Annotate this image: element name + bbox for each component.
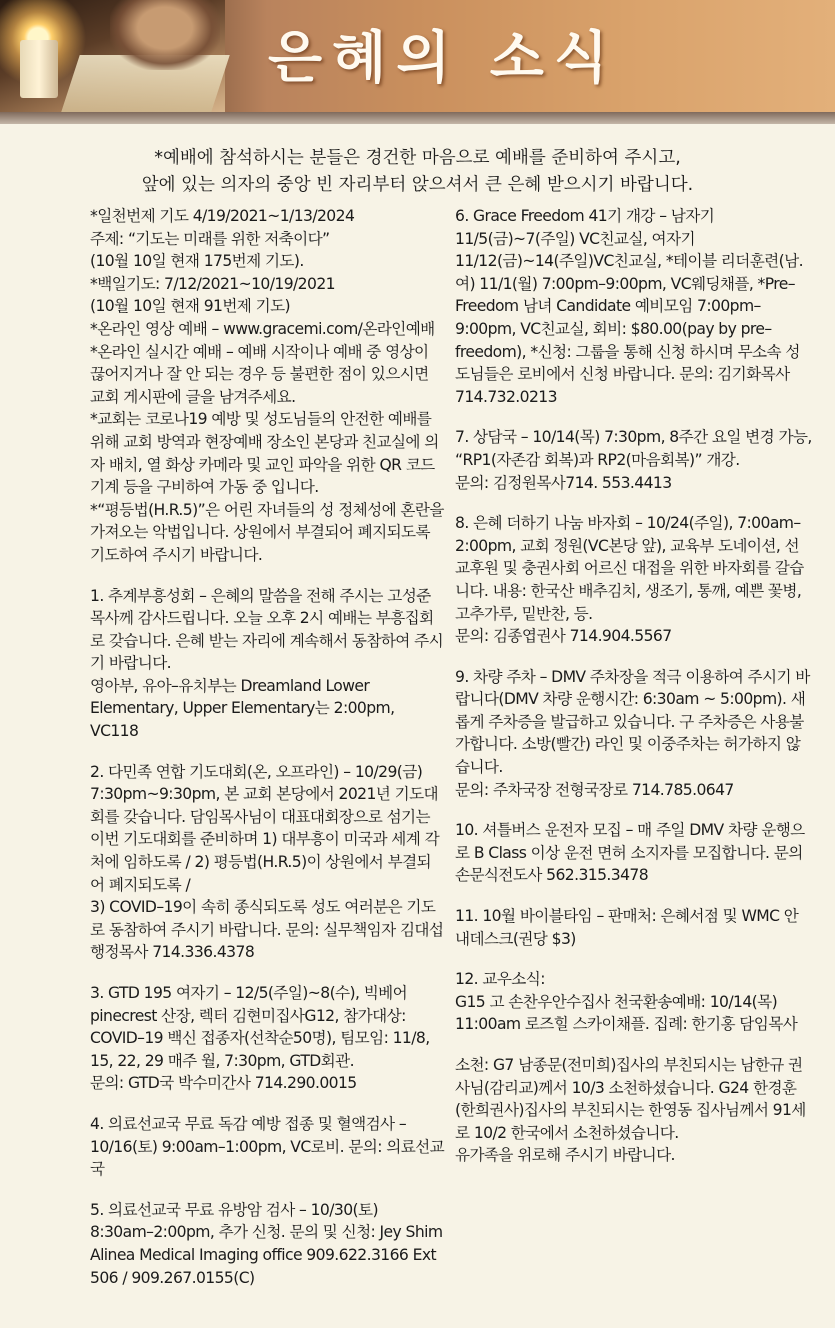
announcement-text: 11. 10월 바이블타임 – 판매처: 은혜서점 및 WMC 안내데스크(권당 $3) xyxy=(455,907,799,948)
announcement-text: 5. 의료선교국 무료 유방암 검사 – 10/30(토) 8:30am–2:00pm, 추가 신청. 문의 및 신청: Jey Shim Alinea Medical Imaging office 909.622.3166 Ext 506 / 909.267.0155(C) xyxy=(90,1200,443,1287)
announcement-12 xyxy=(455,968,812,1036)
right-column xyxy=(455,205,812,1185)
notice-line: *온라인 영상 예배 – www.gracemi.com/온라인예배 xyxy=(90,319,435,338)
praying-hands-icon xyxy=(110,0,220,70)
candle-icon xyxy=(20,40,58,98)
notice-line: *백일기도: 7/12/2021~10/19/2021 xyxy=(90,274,335,293)
notice-line: (10월 10일 현재 91번제 기도) xyxy=(90,297,291,316)
announcement-11 xyxy=(455,905,812,950)
announcement-text: 소천: G7 남종문(전미희)집사의 부친되시는 남한규 권사님(감리교)께서 10/3 소천하셨습니다. G24 한경훈(한희권사)집사의 부친되시는 한영동 집사님께서 91세로 10/2 한국에서 소천하셨습니다. xyxy=(455,1056,806,1142)
announcement-text: 4. 의료선교국 무료 독감 예방 접종 및 혈액검사 – 10/16(토) 9:00am–1:00pm, VC로비. 문의: 의료선교국 xyxy=(90,1114,445,1179)
announcement-text: 8. 은혜 더하기 나눔 바자회 – 10/24(주일), 7:00am–2:00pm, 교회 정원(VC본당 앞), 교육부 도네이션, 선교후원 및 충권사회 어르신 대접을 위한 바자회를 갈습니다. 내용: 한국산 배추김치, 생조기, 통깨, 예쁜 꽃병, 고추가루, 밑반찬, 등. xyxy=(455,514,804,623)
announcement-2 xyxy=(90,761,445,964)
intro-line: *예배에 참석하시는 분들은 경건한 마음으로 예배를 준비하여 주시고, xyxy=(154,148,681,168)
announcement-text: 영아부, 유아–유치부는 Dreamland Lower Elementary, Upper Elementary는 2:00pm, VC118 xyxy=(90,676,395,741)
announcement-text: 9. 차량 주차 – DMV 주차장을 적극 이용하여 주시기 바랍니다(DMV 차량 운행시간: 6:30am ~ 5:00pm). 새롭게 주차증을 발급하고 있습니다. 구 주차증은 사용불가합니다. 소방(빨간) 라인 및 이중주차는 허가하지 않습니다. xyxy=(455,667,810,777)
notice-line: *교회는 코로나19 예방 및 성도님들의 안전한 예배를 위해 교회 방역과 현장예배 장소인 본당과 친교실에 의자 배치, 열 화상 카메라 및 교인 파악을 위한 QR 코드 기계 등을 구비하여 가동 중 입니다. xyxy=(90,410,439,497)
announcement-1 xyxy=(90,585,445,743)
announcement-text: 3) COVID–19이 속히 종식되도록 성도 여러분은 기도로 동참하여 주시기 바랍니다. 문의: 실무책임자 김대섭행정목사 714.336.4378 xyxy=(90,898,444,962)
announcement-8 xyxy=(455,512,812,648)
announcement-text: 문의: 김종엽권사 714.904.5567 xyxy=(455,627,672,646)
notice-line: 주제: “기도는 미래를 위한 저축이다” xyxy=(90,229,330,248)
header-banner xyxy=(0,0,835,112)
announcement-text: G15 고 손찬우안수집사 천국환송예배: 10/14(목) 11:00am 로즈힐 스카이채플. 집례: 한기홍 담임목사 xyxy=(455,992,798,1034)
candle-bible-prayer-image xyxy=(0,0,225,112)
intro-line: 앞에 있는 의자의 중앙 빈 자리부터 앉으셔서 큰 은혜 받으시기 바랍니다. xyxy=(141,175,694,195)
announcement-text: 2. 다민족 연합 기도대회(온, 오프라인) – 10/29(금) 7:30pm~9:30pm, 본 교회 본당에서 2021년 기도대회를 갖습니다. 담임목사님이 대표대회장으로 섬기는 이번 기도대회를 준비하며 1) 대부흥이 미국과 세계 각처에 임하도록 / 2) 평등법(H.R.5)이 상원에서 부결되어 폐지되도록 / xyxy=(90,762,440,894)
announcement-text: 12. 교우소식: xyxy=(455,970,545,989)
general-notices xyxy=(90,205,445,567)
header-divider xyxy=(0,112,835,124)
announcement-text: 7. 상담국 – 10/14(목) 7:30pm, 8주간 요일 변경 가능, “RP1(자존감 회복)과 RP2(마음회복)” 개강. xyxy=(455,428,812,469)
announcement-text: 문의: GTD국 박수미간사 714.290.0015 xyxy=(90,1074,357,1093)
announcement-text: 10. 셔틀버스 운전자 모집 – 매 주일 DMV 차량 운행으로 B Class 이상 운전 면허 소지자를 모집합니다. 문의 손문식전도사 562.315.3478 xyxy=(455,821,805,885)
notice-line: *온라인 실시간 예배 – 예배 시작이나 예배 중 영상이 끊어지거나 잘 안 되는 경우 등 불편한 점이 있으시면 교회 게시판에 글을 남겨주세요. xyxy=(90,342,429,406)
intro-notice xyxy=(0,145,835,199)
notice-line: *“평등법(H.R.5)”은 어린 자녀들의 성 정체성에 혼란을 가져오는 악법입니다. 상원에서 부결되어 폐지되도록 기도하여 주시기 바랍니다. xyxy=(90,500,444,564)
announcement-text: 문의: 주차국장 전형국장로 714.785.0647 xyxy=(455,780,734,799)
announcement-4 xyxy=(90,1113,445,1181)
announcement-9 xyxy=(455,666,812,802)
announcement-text: 문의: 김정원목사714. 553.4413 xyxy=(455,473,672,492)
condolence-notice xyxy=(455,1054,812,1167)
announcement-text: 1. 추계부흥성회 – 은혜의 말씀을 전해 주시는 고성준목사께 감사드립니다. 오늘 오후 2시 예배는 부흥집회로 갖습니다. 은혜 받는 자리에 계속해서 동참하여 주시기 바랍니다. xyxy=(90,586,444,673)
page-title: 은혜의 소식 xyxy=(268,25,618,91)
announcement-7 xyxy=(455,426,812,494)
announcement-text: 유가족을 위로해 주시기 바랍니다. xyxy=(455,1146,675,1165)
notice-line: *일천번제 기도 4/19/2021~1/13/2024 xyxy=(90,207,355,225)
notice-line: (10월 10일 현재 175번제 기도). xyxy=(90,252,304,271)
announcement-3 xyxy=(90,982,445,1095)
announcement-text: 3. GTD 195 여자기 – 12/5(주일)~8(수), 빅베어 pinecrest 산장, 렉터 김현미집사G12, 참가대상: COVID–19 백신 접종자(선착순50명), 팀모임: 11/8, 15, 22, 29 매주 월, 7:30pm, GTD회관. xyxy=(90,984,430,1070)
announcement-text: 6. Grace Freedom 41기 개강 – 남자기 11/5(금)~7(주일) VC친교실, 여자기 11/12(금)~14(주일)VC친교실, *테이블 리더훈련(남.여) 11/1(월) 7:00pm–9:00pm, VC웨딩채플, *Pre–Freedom 남녀 Candidate 예비모임 7:00pm–9:00pm, VC친교실, 회비: $80.00(pay by pre–freedom), *신청: 그룹을 통해 신청 하시며 무소속 성도님들은 로비에서 신청 바랍니다. 문의: 김기화목사 714.732.0213 xyxy=(455,207,803,406)
left-column xyxy=(90,205,445,1307)
announcement-6 xyxy=(455,205,812,408)
announcement-5 xyxy=(90,1199,445,1289)
announcement-10 xyxy=(455,819,812,887)
